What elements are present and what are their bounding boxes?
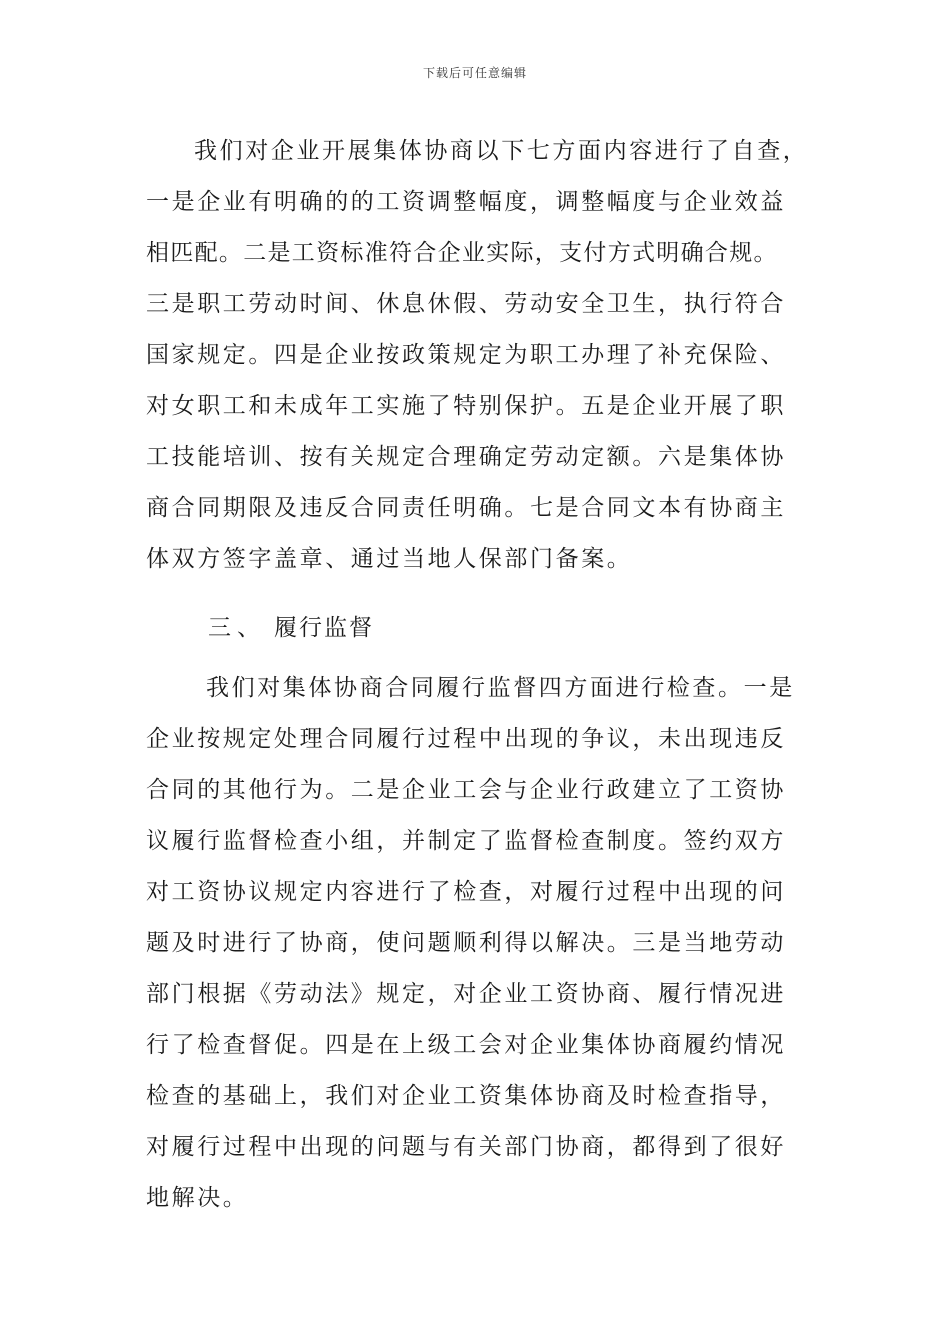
text-line: 我们对企业开展集体协商以下七方面内容进行了自查，: [194, 138, 809, 164]
text-line: 三是职工劳动时间、休息休假、劳动安全卫生，执行符合: [146, 291, 786, 317]
paragraph-self-inspection: [146, 126, 809, 585]
text-line: 合同的其他行为。二是企业工会与企业行政建立了工资协: [146, 777, 786, 803]
text-line: 国家规定。四是企业按政策规定为职工办理了补充保险、: [146, 342, 786, 368]
text-line: 体双方签字盖章、通过当地人保部门备案。: [146, 546, 633, 572]
document-body: [146, 126, 809, 1224]
text-line: 一是企业有明确的的工资调整幅度，调整幅度与企业效益: [146, 189, 786, 215]
text-line: 议履行监督检查小组，并制定了监督检查制度。签约双方: [146, 828, 786, 854]
text-line: 行了检查督促。四是在上级工会对企业集体协商履约情况: [146, 1032, 786, 1058]
paragraph-supervision: [146, 663, 806, 1224]
section-heading: [146, 599, 806, 657]
text-line: 对履行过程中出现的问题与有关部门协商，都得到了很好: [146, 1134, 786, 1160]
text-line: 检查的基础上，我们对企业工资集体协商及时检查指导，: [146, 1083, 786, 1109]
text-line: 地解决。: [146, 1185, 249, 1211]
text-line: 对女职工和未成年工实施了特别保护。五是企业开展了职: [146, 393, 786, 419]
text-line: 题及时进行了协商，使问题顺利得以解决。三是当地劳动: [146, 930, 786, 956]
section-title: 履行监督: [274, 615, 374, 641]
text-line: 工技能培训、按有关规定合理确定劳动定额。六是集体协: [146, 444, 786, 470]
page-header: 下载后可任意编辑: [422, 66, 527, 80]
text-line: 部门根据《劳动法》规定，对企业工资协商、履行情况进: [146, 981, 786, 1007]
section-number: 三、: [208, 615, 266, 641]
text-line: 对工资协议规定内容进行了检查，对履行过程中出现的问: [146, 879, 786, 905]
text-line: 我们对集体协商合同履行监督四方面进行检查。一是: [206, 675, 795, 701]
text-line: 相匹配。二是工资标准符合企业实际，支付方式明确合规。: [146, 240, 778, 266]
text-line: 企业按规定处理合同履行过程中出现的争议，未出现违反: [146, 726, 786, 752]
text-line: 商合同期限及违反合同责任明确。七是合同文本有协商主: [146, 495, 786, 521]
